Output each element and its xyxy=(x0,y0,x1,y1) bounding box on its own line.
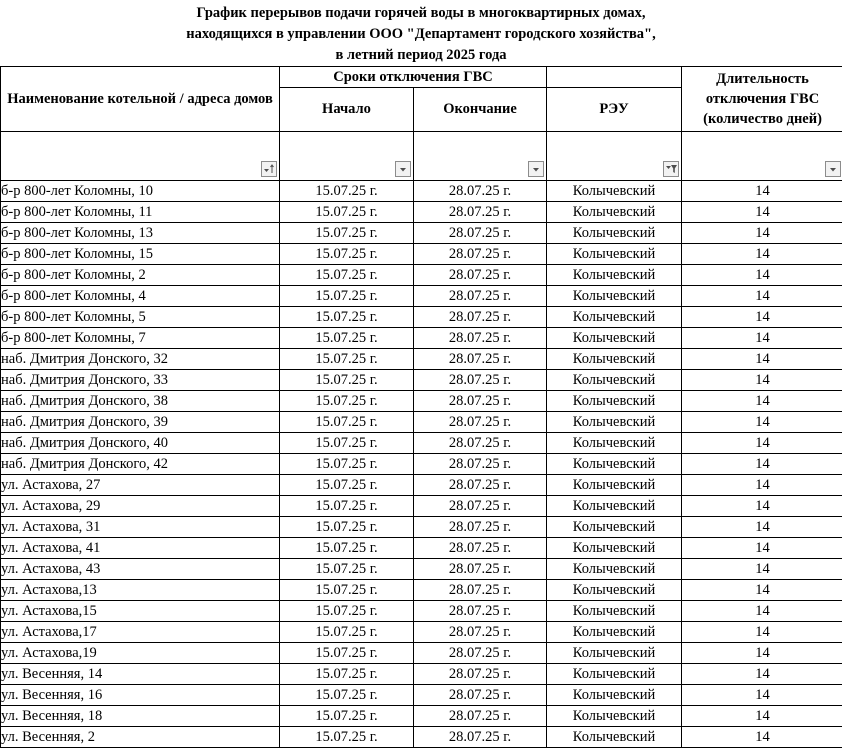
cell-end[interactable]: 28.07.25 г. xyxy=(414,475,547,496)
cell-address[interactable]: б-р 800-лет Коломны, 13 xyxy=(1,223,280,244)
table-row xyxy=(1,580,842,601)
filter-cell-reu xyxy=(547,132,682,181)
cell-start[interactable]: 15.07.25 г. xyxy=(280,643,414,664)
cell-address[interactable]: б-р 800-лет Коломны, 4 xyxy=(1,286,280,307)
table-row xyxy=(1,454,842,475)
cell-days[interactable]: 14 xyxy=(682,244,842,265)
cell-start[interactable]: 15.07.25 г. xyxy=(280,307,414,328)
sheet-title xyxy=(0,3,842,66)
cell-end[interactable]: 28.07.25 г. xyxy=(414,286,547,307)
cell-reu[interactable]: Колычевский xyxy=(547,727,682,748)
cell-start[interactable]: 15.07.25 г. xyxy=(280,580,414,601)
header-start[interactable]: Начало xyxy=(280,88,414,132)
cell-end[interactable]: 28.07.25 г. xyxy=(414,223,547,244)
cell-end[interactable]: 28.07.25 г. xyxy=(414,685,547,706)
table-row xyxy=(1,412,842,433)
table-row xyxy=(1,475,842,496)
cell-start[interactable]: 15.07.25 г. xyxy=(280,412,414,433)
cell-reu[interactable]: Колычевский xyxy=(547,286,682,307)
table-row xyxy=(1,664,842,685)
filter-cell-end xyxy=(414,132,547,181)
cell-reu[interactable]: Колычевский xyxy=(547,517,682,538)
cell-reu[interactable]: Колычевский xyxy=(547,643,682,664)
cell-days[interactable]: 14 xyxy=(682,517,842,538)
table-row xyxy=(1,601,842,622)
cell-address[interactable]: ул. Астахова, 29 xyxy=(1,496,280,517)
cell-reu[interactable]: Колычевский xyxy=(547,601,682,622)
cell-start[interactable]: 15.07.25 г. xyxy=(280,265,414,286)
cell-days[interactable]: 14 xyxy=(682,496,842,517)
sort-ascending-icon[interactable] xyxy=(261,161,277,177)
cell-reu[interactable]: Колычевский xyxy=(547,496,682,517)
title-line-3: в летний период 2025 года xyxy=(335,47,507,63)
title-line-1: График перерывов подачи горячей воды в многоквартирных домах, xyxy=(196,5,646,21)
cell-end[interactable]: 28.07.25 г. xyxy=(414,601,547,622)
cell-start[interactable]: 15.07.25 г. xyxy=(280,517,414,538)
filter-cell-address xyxy=(1,132,280,181)
cell-reu[interactable]: Колычевский xyxy=(547,454,682,475)
cell-days[interactable]: 14 xyxy=(682,601,842,622)
table-body xyxy=(1,181,842,748)
cell-days[interactable]: 14 xyxy=(682,307,842,328)
cell-end[interactable]: 28.07.25 г. xyxy=(414,454,547,475)
table-row xyxy=(1,349,842,370)
cell-end[interactable]: 28.07.25 г. xyxy=(414,202,547,223)
cell-address[interactable]: наб. Дмитрия Донского, 32 xyxy=(1,349,280,370)
cell-days[interactable]: 14 xyxy=(682,265,842,286)
cell-reu[interactable]: Колычевский xyxy=(547,391,682,412)
cell-days[interactable]: 14 xyxy=(682,391,842,412)
table-row xyxy=(1,307,842,328)
cell-start[interactable]: 15.07.25 г. xyxy=(280,391,414,412)
cell-end[interactable]: 28.07.25 г. xyxy=(414,643,547,664)
cell-end[interactable]: 28.07.25 г. xyxy=(414,433,547,454)
cell-start[interactable]: 15.07.25 г. xyxy=(280,706,414,727)
cell-address[interactable]: б-р 800-лет Коломны, 2 xyxy=(1,265,280,286)
dropdown-arrow-icon[interactable] xyxy=(825,161,841,177)
cell-address[interactable]: наб. Дмитрия Донского, 39 xyxy=(1,412,280,433)
schedule-table xyxy=(0,66,842,748)
table-row xyxy=(1,685,842,706)
cell-reu[interactable]: Колычевский xyxy=(547,559,682,580)
cell-end[interactable]: 28.07.25 г. xyxy=(414,559,547,580)
cell-days[interactable]: 14 xyxy=(682,643,842,664)
cell-reu[interactable]: Колычевский xyxy=(547,685,682,706)
cell-reu[interactable]: Колычевский xyxy=(547,475,682,496)
table-row xyxy=(1,391,842,412)
cell-reu[interactable]: Колычевский xyxy=(547,307,682,328)
cell-end[interactable]: 28.07.25 г. xyxy=(414,391,547,412)
cell-days[interactable]: 14 xyxy=(682,475,842,496)
cell-address[interactable]: ул. Астахова, 43 xyxy=(1,559,280,580)
cell-start[interactable]: 15.07.25 г. xyxy=(280,475,414,496)
cell-reu[interactable]: Колычевский xyxy=(547,370,682,391)
cell-reu[interactable]: Колычевский xyxy=(547,223,682,244)
cell-reu[interactable]: Колычевский xyxy=(547,412,682,433)
header-period-group[interactable]: Сроки отключения ГВС xyxy=(280,67,547,88)
cell-address[interactable]: ул. Весенняя, 18 xyxy=(1,706,280,727)
cell-address[interactable]: б-р 800-лет Коломны, 15 xyxy=(1,244,280,265)
cell-start[interactable]: 15.07.25 г. xyxy=(280,349,414,370)
cell-days[interactable]: 14 xyxy=(682,286,842,307)
cell-reu[interactable]: Колычевский xyxy=(547,349,682,370)
cell-end[interactable]: 28.07.25 г. xyxy=(414,244,547,265)
cell-address[interactable]: ул. Астахова,19 xyxy=(1,643,280,664)
cell-address[interactable]: ул. Астахова, 31 xyxy=(1,517,280,538)
cell-address[interactable]: наб. Дмитрия Донского, 33 xyxy=(1,370,280,391)
cell-start[interactable]: 15.07.25 г. xyxy=(280,601,414,622)
cell-days[interactable]: 14 xyxy=(682,223,842,244)
table-row xyxy=(1,223,842,244)
cell-days[interactable]: 14 xyxy=(682,328,842,349)
table-row xyxy=(1,643,842,664)
cell-days[interactable]: 14 xyxy=(682,454,842,475)
cell-start[interactable]: 15.07.25 г. xyxy=(280,181,414,202)
filter-cell-start xyxy=(280,132,414,181)
cell-address[interactable]: ул. Весенняя, 2 xyxy=(1,727,280,748)
cell-end[interactable]: 28.07.25 г. xyxy=(414,517,547,538)
table-row xyxy=(1,622,842,643)
table-row xyxy=(1,370,842,391)
cell-end[interactable]: 28.07.25 г. xyxy=(414,580,547,601)
autofilter-row xyxy=(1,132,842,181)
cell-start[interactable]: 15.07.25 г. xyxy=(280,727,414,748)
dropdown-arrow-icon[interactable] xyxy=(395,161,411,177)
cell-address[interactable]: наб. Дмитрия Донского, 42 xyxy=(1,454,280,475)
cell-end[interactable]: 28.07.25 г. xyxy=(414,307,547,328)
cell-reu[interactable]: Колычевский xyxy=(547,328,682,349)
cell-end[interactable]: 28.07.25 г. xyxy=(414,181,547,202)
cell-end[interactable]: 28.07.25 г. xyxy=(414,538,547,559)
table-row xyxy=(1,538,842,559)
dropdown-arrow-icon[interactable] xyxy=(528,161,544,177)
table-row xyxy=(1,328,842,349)
filter-applied-icon[interactable] xyxy=(663,161,679,177)
table-row xyxy=(1,244,842,265)
cell-address[interactable]: ул. Астахова,13 xyxy=(1,580,280,601)
cell-reu[interactable]: Колычевский xyxy=(547,433,682,454)
table-row xyxy=(1,433,842,454)
cell-days[interactable]: 14 xyxy=(682,559,842,580)
cell-reu[interactable]: Колычевский xyxy=(547,664,682,685)
cell-end[interactable]: 28.07.25 г. xyxy=(414,727,547,748)
cell-start[interactable]: 15.07.25 г. xyxy=(280,202,414,223)
table-row xyxy=(1,265,842,286)
cell-reu[interactable]: Колычевский xyxy=(547,202,682,223)
cell-days[interactable]: 14 xyxy=(682,202,842,223)
cell-start[interactable]: 15.07.25 г. xyxy=(280,622,414,643)
cell-reu[interactable]: Колычевский xyxy=(547,244,682,265)
cell-days[interactable]: 14 xyxy=(682,706,842,727)
cell-end[interactable]: 28.07.25 г. xyxy=(414,706,547,727)
cell-days[interactable]: 14 xyxy=(682,349,842,370)
header-reu-top[interactable] xyxy=(547,67,682,88)
cell-address[interactable]: ул. Астахова, 27 xyxy=(1,475,280,496)
table-row xyxy=(1,496,842,517)
cell-address[interactable]: наб. Дмитрия Донского, 38 xyxy=(1,391,280,412)
cell-start[interactable]: 15.07.25 г. xyxy=(280,223,414,244)
filter-cell-duration xyxy=(682,132,842,181)
cell-address[interactable]: б-р 800-лет Коломны, 7 xyxy=(1,328,280,349)
cell-start[interactable]: 15.07.25 г. xyxy=(280,664,414,685)
header-duration[interactable]: Длительность отключения ГВС (количество дней) xyxy=(682,67,842,132)
cell-start[interactable]: 15.07.25 г. xyxy=(280,286,414,307)
cell-address[interactable]: б-р 800-лет Коломны, 11 xyxy=(1,202,280,223)
cell-reu[interactable]: Колычевский xyxy=(547,265,682,286)
cell-days[interactable]: 14 xyxy=(682,727,842,748)
cell-start[interactable]: 15.07.25 г. xyxy=(280,685,414,706)
cell-days[interactable]: 14 xyxy=(682,412,842,433)
cell-start[interactable]: 15.07.25 г. xyxy=(280,538,414,559)
cell-days[interactable]: 14 xyxy=(682,622,842,643)
table-row xyxy=(1,181,842,202)
cell-address[interactable]: ул. Астахова,17 xyxy=(1,622,280,643)
cell-end[interactable]: 28.07.25 г. xyxy=(414,370,547,391)
table-row xyxy=(1,706,842,727)
table-row xyxy=(1,202,842,223)
title-line-2: находящихся в управлении ООО "Департамент городского хозяйства", xyxy=(186,26,656,42)
header-reu[interactable]: РЭУ xyxy=(547,88,682,132)
cell-days[interactable]: 14 xyxy=(682,580,842,601)
cell-start[interactable]: 15.07.25 г. xyxy=(280,370,414,391)
cell-reu[interactable]: Колычевский xyxy=(547,181,682,202)
cell-start[interactable]: 15.07.25 г. xyxy=(280,559,414,580)
cell-days[interactable]: 14 xyxy=(682,433,842,454)
cell-start[interactable]: 15.07.25 г. xyxy=(280,328,414,349)
cell-end[interactable]: 28.07.25 г. xyxy=(414,412,547,433)
cell-end[interactable]: 28.07.25 г. xyxy=(414,349,547,370)
cell-reu[interactable]: Колычевский xyxy=(547,706,682,727)
cell-start[interactable]: 15.07.25 г. xyxy=(280,433,414,454)
cell-days[interactable]: 14 xyxy=(682,181,842,202)
cell-address[interactable]: наб. Дмитрия Донского, 40 xyxy=(1,433,280,454)
cell-address[interactable]: ул. Астахова, 41 xyxy=(1,538,280,559)
cell-start[interactable]: 15.07.25 г. xyxy=(280,244,414,265)
cell-reu[interactable]: Колычевский xyxy=(547,622,682,643)
cell-end[interactable]: 28.07.25 г. xyxy=(414,496,547,517)
table-row xyxy=(1,559,842,580)
cell-address[interactable]: ул. Весенняя, 14 xyxy=(1,664,280,685)
cell-days[interactable]: 14 xyxy=(682,664,842,685)
cell-end[interactable]: 28.07.25 г. xyxy=(414,265,547,286)
table-row xyxy=(1,727,842,748)
cell-days[interactable]: 14 xyxy=(682,370,842,391)
cell-reu[interactable]: Колычевский xyxy=(547,538,682,559)
cell-address[interactable]: ул. Астахова,15 xyxy=(1,601,280,622)
table-row xyxy=(1,517,842,538)
table-row xyxy=(1,286,842,307)
cell-address[interactable]: б-р 800-лет Коломны, 5 xyxy=(1,307,280,328)
cell-start[interactable]: 15.07.25 г. xyxy=(280,454,414,475)
cell-end[interactable]: 28.07.25 г. xyxy=(414,664,547,685)
cell-days[interactable]: 14 xyxy=(682,538,842,559)
cell-reu[interactable]: Колычевский xyxy=(547,580,682,601)
header-address[interactable]: Наименование котельной / адреса домов xyxy=(1,67,280,132)
cell-address[interactable]: б-р 800-лет Коломны, 10 xyxy=(1,181,280,202)
cell-address[interactable]: ул. Весенняя, 16 xyxy=(1,685,280,706)
cell-days[interactable]: 14 xyxy=(682,685,842,706)
header-end[interactable]: Окончание xyxy=(414,88,547,132)
cell-end[interactable]: 28.07.25 г. xyxy=(414,328,547,349)
cell-start[interactable]: 15.07.25 г. xyxy=(280,496,414,517)
cell-end[interactable]: 28.07.25 г. xyxy=(414,622,547,643)
